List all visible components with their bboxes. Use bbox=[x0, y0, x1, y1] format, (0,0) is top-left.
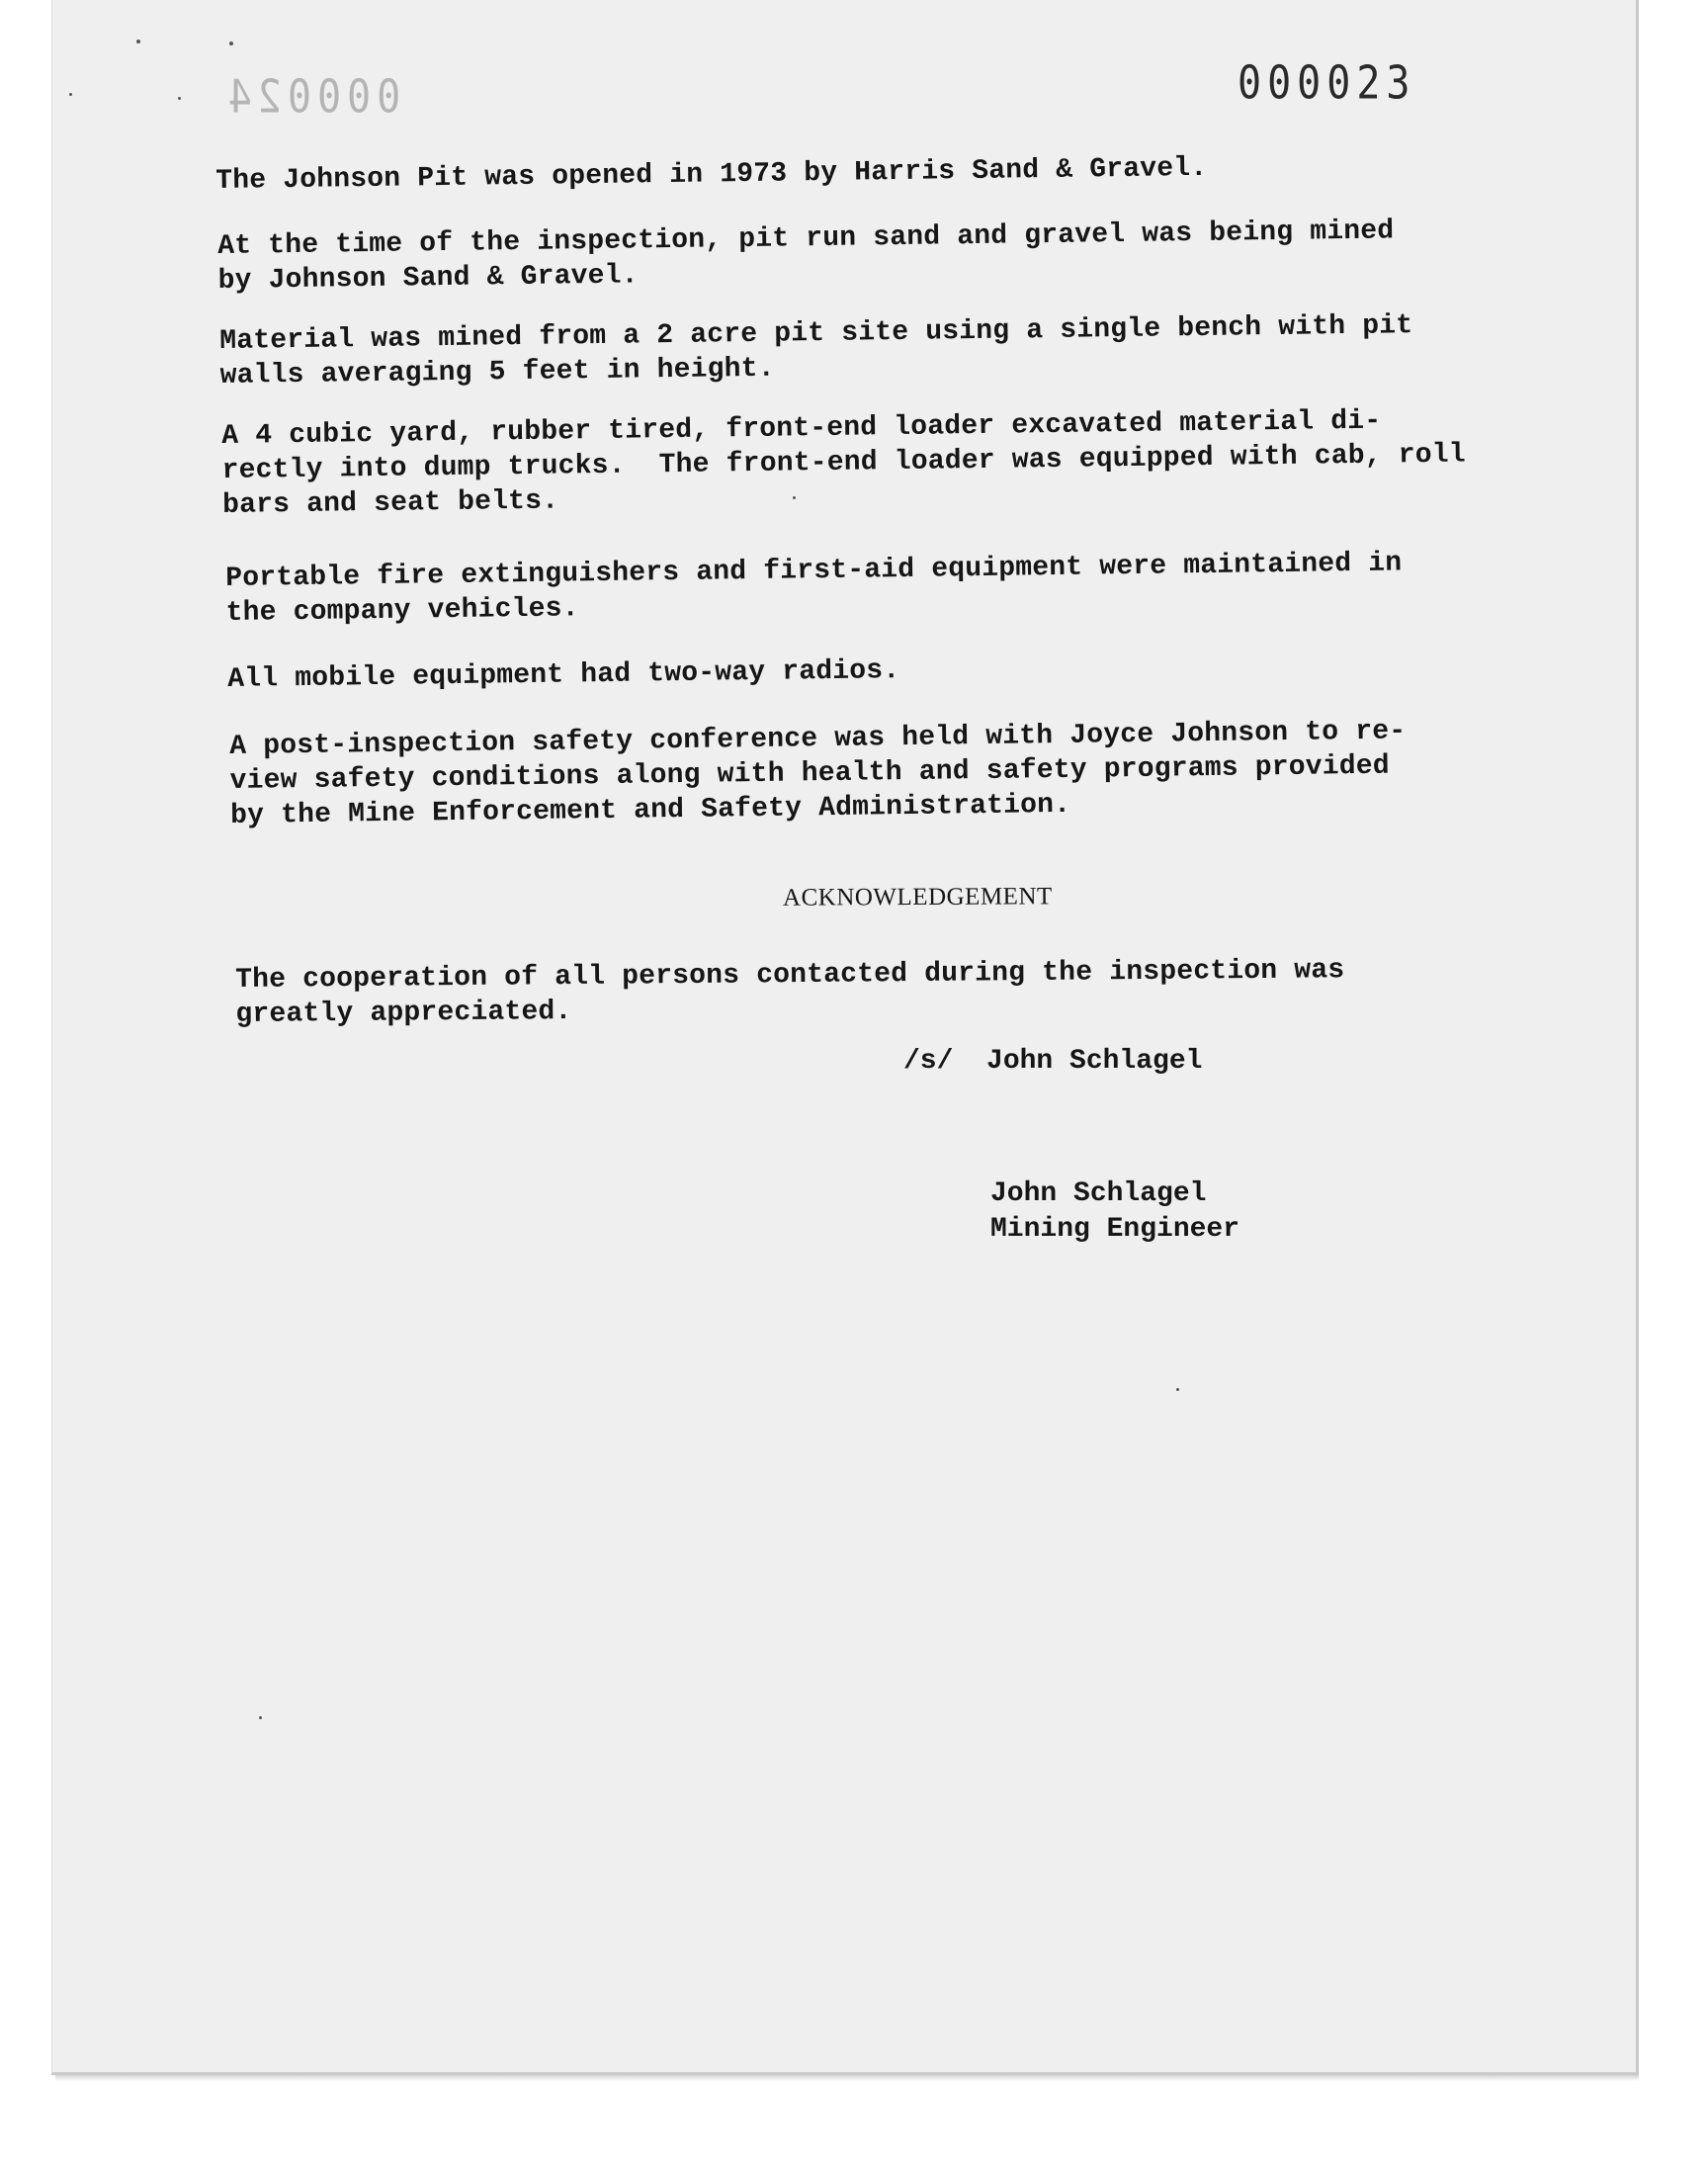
paragraph-loader: A 4 cubic yard, rubber tired, front-end loader excavated material di- rectly into dump trucks. The front-end loader was equipped with cab, roll bars and seat belts. bbox=[221, 405, 1466, 521]
paragraph-radios: All mobile equipment had two-way radios. bbox=[227, 655, 900, 695]
acknowledgement-heading: ACKNOWLEDGEMENT bbox=[782, 883, 1053, 912]
scan-speck bbox=[178, 97, 181, 100]
bleed-through-stamp: 000024 bbox=[221, 71, 401, 124]
scan-speck bbox=[1176, 1388, 1179, 1391]
paragraph-safety-conference: A post-inspection safety conference was held with Joyce Johnson to re- view safety conditions along with health and safety programs provided by the Mine Enforcement and Safety Administration. bbox=[229, 716, 1407, 831]
page-number-stamp: 000023 bbox=[1238, 57, 1416, 110]
signer-name: John Schlagel bbox=[990, 1178, 1207, 1209]
signature-block bbox=[990, 1176, 1239, 1248]
page-shadow bbox=[55, 2075, 1639, 2081]
scan-speck bbox=[259, 1716, 262, 1719]
scan-speck bbox=[69, 93, 72, 96]
paragraph-opening: The Johnson Pit was opened in 1973 by Harris Sand & Gravel. bbox=[215, 152, 1208, 197]
signer-title: Mining Engineer bbox=[990, 1214, 1240, 1245]
scan-speck bbox=[229, 42, 233, 45]
signature-line: /s/ John Schlagel bbox=[903, 1046, 1203, 1077]
paragraph-safety-equipment: Portable fire extinguishers and first-aid equipment were maintained in the company vehicles. bbox=[225, 548, 1403, 629]
paragraph-pit-site: Material was mined from a 2 acre pit site using a single bench with pit walls averaging 5 feet in height. bbox=[219, 310, 1413, 392]
paragraph-mining-operator: At the time of the inspection, pit run sand and gravel was being mined by Johnson Sand & Gravel. bbox=[217, 216, 1395, 297]
scan-speck bbox=[136, 40, 140, 44]
acknowledgement-text: The cooperation of all persons contacted during the inspection was greatly appreciated. bbox=[235, 955, 1345, 1030]
